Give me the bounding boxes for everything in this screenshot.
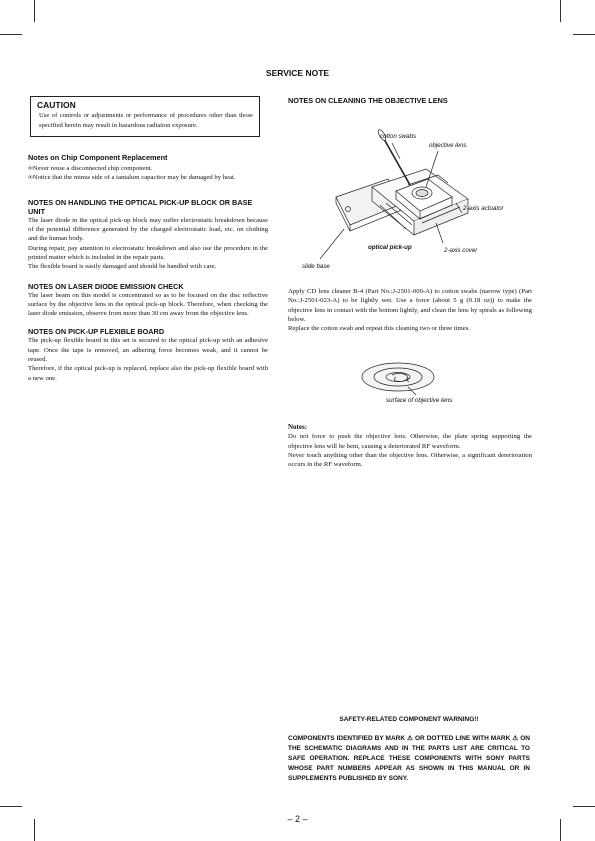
lens-surface-diagram — [288, 357, 532, 413]
flexible-paragraph: Therefore, if the optical pick-up is replaced, replace also the pick-up flexible board with a new one. — [28, 365, 268, 382]
crop-mark — [0, 34, 22, 35]
chip-bullet: ∞Notice that the minus side of a tantalum capacitor may be damaged by heat. — [28, 174, 236, 182]
notes-heading: Notes: — [288, 423, 308, 432]
warning-text: COMPONENTS IDENTIFIED BY MARK ⚠ OR DOTTED LINE WITH MARK ⚠ ON THE SCHEMATIC DIAGRAMS AND IN THE PARTS LIST ARE CRITICAL TO SAFE OPERATION. REPLACE THESE COMPONENTS WITH SONY PARTS WHOSE PART NUMBERS APPEAR AS SHOWN IN THIS MANUAL OR IN SUPPLEMENTS PUBLISHED BY SONY. — [288, 735, 530, 782]
crop-mark — [0, 806, 22, 807]
chip-bullet: ∞Never reuse a disconnected chip component. — [28, 165, 153, 173]
chip-heading: Notes on Chip Component Replacement — [28, 153, 168, 163]
flexible-heading: NOTES ON PICK-UP FLEXIBLE BOARD — [28, 327, 165, 337]
cleaning-paragraph: Replace the cotton swab and repeat this cleaning two or three times. — [288, 325, 470, 333]
handling-paragraph: During repair, pay attention to electrostatic breakdown and also use the procedure in the printed matter which is included in the repair parts. — [28, 244, 268, 261]
handling-paragraph: The flexible board is easily damaged and should be handled with care. — [28, 263, 217, 271]
label-optical-pickup: optical pick-up — [368, 244, 412, 251]
crop-mark — [573, 34, 595, 35]
notes-paragraph: Never touch anything other than the objective lens. Otherwise, a significant deterioration occurs in the RF waveform. — [288, 452, 532, 469]
cleaning-heading: NOTES ON CLEANING THE OBJECTIVE LENS — [288, 96, 448, 105]
laser-text: The laser beam on this model is concentrated so as to be focused on the disc reflective surface by the objective lens in the optical pick-up block. Therefore, when checking the laser diode emission, observe from more than 30 cm away from the objective lens. — [28, 291, 268, 318]
crop-mark — [560, 0, 561, 22]
caution-heading: CAUTION — [37, 100, 76, 110]
right-column — [288, 96, 532, 470]
warning-heading: SAFETY-RELATED COMPONENT WARNING!! — [339, 716, 479, 723]
label-slide-base: slide base — [302, 263, 330, 270]
caution-text: Use of controls or adjustments or performance of procedures other than those specified herein may result in hazardous radiation exposure. — [39, 112, 253, 129]
flexible-paragraph: The pick-up flexible board in this set is secured to the optical pick-up with an adhesive tape. Once the tape is removed, an adhering force becomes weak, and it cannot be reused. — [28, 337, 268, 364]
pickup-diagram — [288, 105, 532, 273]
page-number: – 2 – — [287, 814, 308, 824]
label-actuator: 2-axis actuator — [463, 205, 504, 212]
cleaning-paragraph: Apply CD lens cleaner B-4 (Part No.:J-2501-000-A) to cotton swabs (narrow type) (Part No.:J-2501-023-A) to be lightly wet. Use a force (about 5 g (0.18 oz)) to make the objective lens in contact with the bottom lightly, and clean the lens by spirals as following below. — [288, 288, 532, 323]
lens-surface-illustration — [288, 357, 532, 413]
handling-heading: NOTES ON HANDLING THE OPTICAL PICK-UP BLOCK OR BASE UNIT — [28, 197, 253, 216]
crop-mark — [573, 806, 595, 807]
left-column — [28, 96, 268, 383]
label-objective-lens: objective lens — [429, 142, 467, 149]
handling-paragraph: The laser diode in the optical pick-up block may suffer electrostatic breakdown because of the potential difference generated by the charged electrostatic load, etc. on clothing and the human body. — [28, 216, 268, 243]
laser-heading: NOTES ON LASER DIODE EMISSION CHECK — [28, 281, 184, 291]
safety-warning — [288, 716, 530, 784]
label-surface: surface of objective lens — [386, 397, 453, 405]
crop-mark — [34, 0, 35, 22]
notes-paragraph: Do not force to push the objective lens. Otherwise, the plate spring supporting the objective lens will be bent, causing a deteriorated RF waveform. — [288, 433, 532, 450]
label-cover: 2-axis cover — [444, 247, 478, 254]
caution-box — [30, 96, 260, 137]
page-title: SERVICE NOTE — [265, 68, 330, 78]
label-cotton-swabs: cotton swabs — [380, 133, 417, 140]
